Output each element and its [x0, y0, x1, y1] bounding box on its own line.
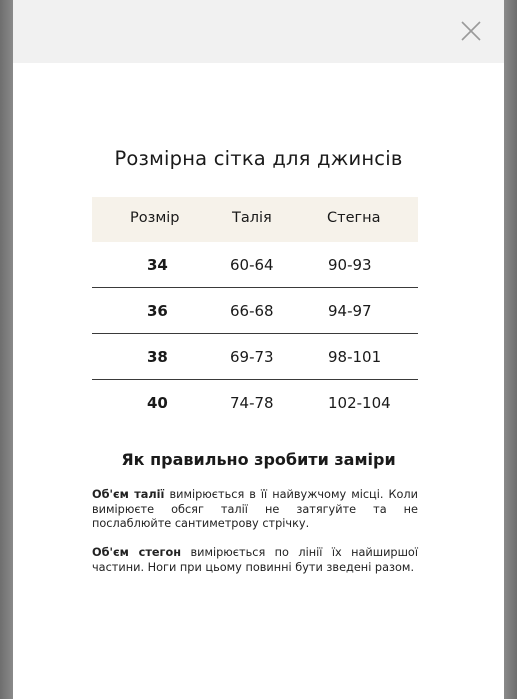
table-row: [92, 334, 418, 380]
modal-backdrop-right[interactable]: [504, 0, 517, 699]
header-waist: Талія: [232, 210, 272, 226]
size-value: 34: [147, 256, 168, 274]
header-hips: Стегна: [327, 210, 381, 226]
size-value: 38: [147, 348, 168, 366]
hips-instructions: [92, 546, 418, 575]
hips-term: Об'єм стегон: [92, 546, 182, 559]
header-size: Розмір: [130, 210, 180, 226]
waist-text: вимірюється в її найвужчому місці. Коли вимірюєте обсяг талії не затягуйте та не послаблюйте сантиметрову стрічку.: [92, 488, 418, 531]
modal-title: Розмірна сітка для джинсів: [114, 147, 403, 170]
close-icon: [460, 20, 482, 42]
hips-text: вимірюється по лінії їх найширшої частини. Ноги при цьому повинні бути зведені разом.: [92, 546, 418, 574]
waist-instructions: [92, 488, 418, 532]
close-button[interactable]: [460, 20, 482, 42]
size-table: [92, 197, 418, 425]
modal-header: [13, 0, 504, 63]
table-row: [92, 242, 418, 288]
waist-term: Об'єм талії: [92, 488, 165, 501]
size-value: 36: [147, 302, 168, 320]
howto-title: Як правильно зробити заміри: [121, 450, 396, 469]
waist-value: 66-68: [230, 302, 274, 320]
hips-value: 90-93: [328, 256, 372, 274]
waist-value: 60-64: [230, 256, 274, 274]
waist-value: 74-78: [230, 394, 274, 412]
table-row: [92, 380, 418, 425]
size-value: 40: [147, 394, 168, 412]
table-header-row: [92, 197, 418, 242]
table-row: [92, 288, 418, 334]
hips-value: 94-97: [328, 302, 372, 320]
size-chart-modal: [13, 0, 504, 699]
modal-backdrop-left[interactable]: [0, 0, 13, 699]
hips-value: 98-101: [328, 348, 382, 366]
hips-value: 102-104: [328, 394, 391, 412]
waist-value: 69-73: [230, 348, 274, 366]
